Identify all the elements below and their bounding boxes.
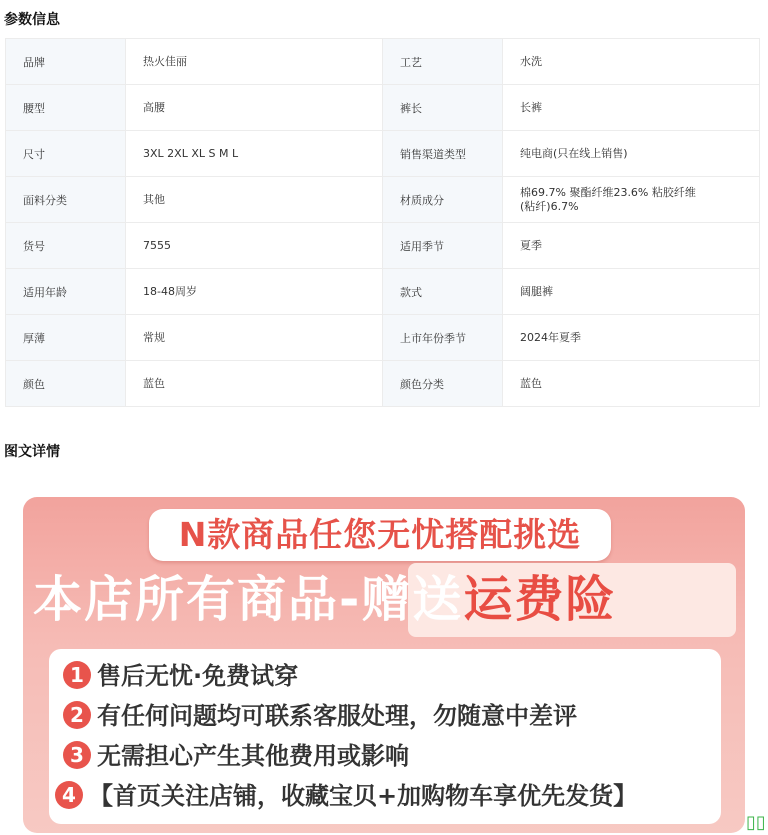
- param-key: 款式: [383, 269, 503, 315]
- params-row: [6, 177, 760, 223]
- benefit-text: 有任何问题均可联系客服处理，勿随意中差评: [97, 702, 577, 730]
- benefit-item: [63, 737, 409, 775]
- param-key: 厚薄: [6, 315, 126, 361]
- params-row: [6, 361, 760, 407]
- param-value: 棉69.7% 聚酯纤维23.6% 粘胶纤维(粘纤)6.7%: [503, 177, 760, 223]
- benefit-item: [55, 777, 637, 815]
- param-value: 常规: [126, 315, 383, 361]
- benefit-item: [63, 657, 298, 695]
- param-value: 长裤: [503, 85, 760, 131]
- param-key: 适用季节: [383, 223, 503, 269]
- banner-headline: [33, 565, 616, 635]
- param-value: 7555: [126, 223, 383, 269]
- param-key: 材质成分: [383, 177, 503, 223]
- detail-section-title: 图文详情: [4, 444, 60, 460]
- param-key: 颜色: [6, 361, 126, 407]
- param-key: 销售渠道类型: [383, 131, 503, 177]
- params-row: [6, 223, 760, 269]
- benefit-text: 售后无忧·免费试穿: [97, 662, 299, 690]
- params-row: [6, 269, 760, 315]
- param-value: 纯电商(只在线上销售): [503, 131, 760, 177]
- params-row: [6, 315, 760, 361]
- params-row: [6, 39, 760, 85]
- param-key: 腰型: [6, 85, 126, 131]
- params-section-title: 参数信息: [4, 12, 60, 28]
- benefit-text: 【首页关注店铺，收藏宝贝+加购物车享优先发货】: [89, 782, 638, 810]
- number-badge-icon: 2: [63, 701, 91, 729]
- param-key: 工艺: [383, 39, 503, 85]
- param-key: 适用年龄: [6, 269, 126, 315]
- params-row: [6, 131, 760, 177]
- headline-highlight: 运费险: [463, 571, 617, 628]
- param-value: 3XL 2XL XL S M L: [126, 131, 383, 177]
- params-table: [5, 38, 760, 407]
- param-key: 品牌: [6, 39, 126, 85]
- param-value: 2024年夏季: [503, 315, 760, 361]
- banner-pill-text: N款商品任您无忧搭配挑选: [149, 509, 611, 561]
- benefit-text: 无需担心产生其他费用或影响: [97, 742, 409, 770]
- headline-main: 本店所有商品-赠送: [33, 571, 464, 628]
- benefit-item: [63, 697, 577, 735]
- param-key: 面料分类: [6, 177, 126, 223]
- param-key: 裤长: [383, 85, 503, 131]
- param-key: 颜色分类: [383, 361, 503, 407]
- param-value: 高腰: [126, 85, 383, 131]
- params-row: [6, 85, 760, 131]
- param-value: 水洗: [503, 39, 760, 85]
- number-badge-icon: 4: [55, 781, 83, 809]
- param-value: 夏季: [503, 223, 760, 269]
- param-key: 上市年份季节: [383, 315, 503, 361]
- param-value: 阔腿裤: [503, 269, 760, 315]
- param-value: 蓝色: [503, 361, 760, 407]
- param-key: 货号: [6, 223, 126, 269]
- param-key: 尺寸: [6, 131, 126, 177]
- corner-glyph-icon: ▯▯: [746, 812, 766, 833]
- param-value: 热火佳丽: [126, 39, 383, 85]
- number-badge-icon: 3: [63, 741, 91, 769]
- param-value: 其他: [126, 177, 383, 223]
- promo-banner: [23, 497, 745, 833]
- benefits-list: [49, 649, 721, 824]
- param-value: 蓝色: [126, 361, 383, 407]
- param-value: 18-48周岁: [126, 269, 383, 315]
- number-badge-icon: 1: [63, 661, 91, 689]
